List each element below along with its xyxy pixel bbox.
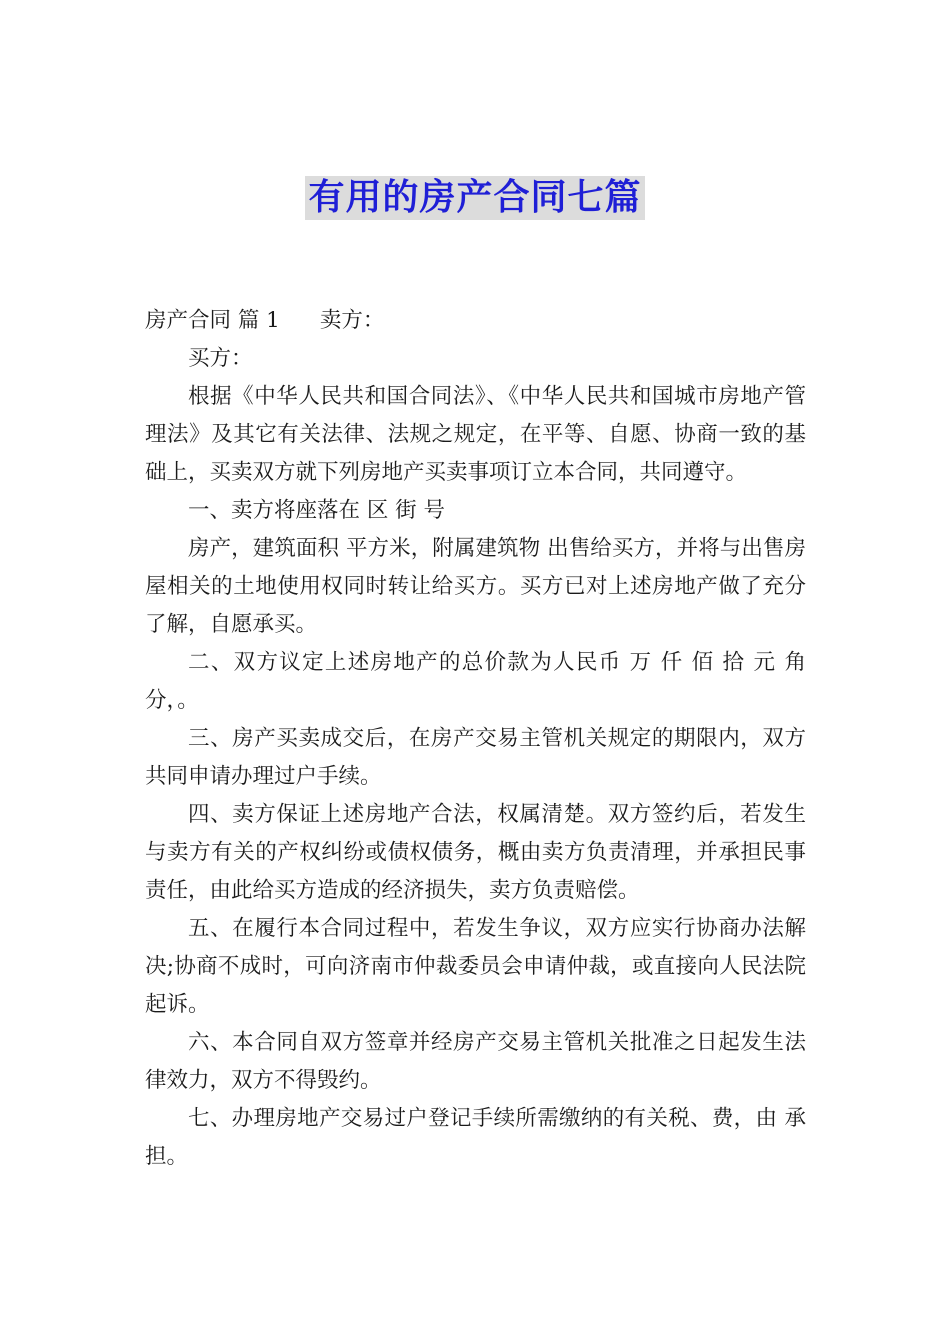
- seller-label: 卖方：: [319, 308, 385, 333]
- paragraph-clause-1: 一、卖方将座落在 区 街 号: [188, 498, 446, 523]
- paragraph-clause-3: 三、房产买卖成交后，在房产交易主管机关规定的期限内，双方共同申请办理过户手续。: [145, 726, 806, 789]
- paragraph-clause-2: 二、双方议定上述房地产的总价款为人民币 万 仟 佰 拾 元 角 分，。: [145, 650, 806, 713]
- paragraph-preamble: 根据《中华人民共和国合同法》、《中华人民共和国城市房地产管理法》及其它有关法律、法规之规定，在平等、自愿、协商一致的基础上，买卖双方就下列房地产买卖事项订立本合同，共同遵守。: [145, 384, 806, 485]
- paragraph-clause-4: 四、卖方保证上述房地产合法，权属清楚。双方签约后，若发生与卖方有关的产权纠纷或债权债务，概由卖方负责清理，并承担民事责任，由此给买方造成的经济损失，卖方负责赔偿。: [145, 802, 806, 903]
- contract-heading: 房产合同 篇 1: [145, 308, 280, 333]
- document-title: 有用的房产合同七篇: [305, 176, 644, 220]
- paragraph-clause-5: 五、在履行本合同过程中，若发生争议，双方应实行协商办法解决;协商不成时，可向济南市仲裁委员会申请仲裁，或直接向人民法院起诉。: [145, 916, 806, 1017]
- document-body: [145, 302, 806, 1176]
- paragraph-clause-6: 六、本合同自双方签章并经房产交易主管机关批准之日起发生法律效力，双方不得毁约。: [145, 1030, 806, 1093]
- paragraph-clause-7: 七、办理房地产交易过户登记手续所需缴纳的有关税、费，由 承担。: [145, 1106, 806, 1169]
- heading-line: [145, 302, 806, 340]
- paragraph-clause-1-detail: 房产，建筑面积 平方米，附属建筑物 出售给买方，并将与出售房屋相关的土地使用权同时转让给买方。买方已对上述房地产做了充分了解，自愿承买。: [145, 536, 806, 637]
- paragraph-buyer: 买方：: [188, 346, 253, 371]
- title-container: [0, 176, 950, 220]
